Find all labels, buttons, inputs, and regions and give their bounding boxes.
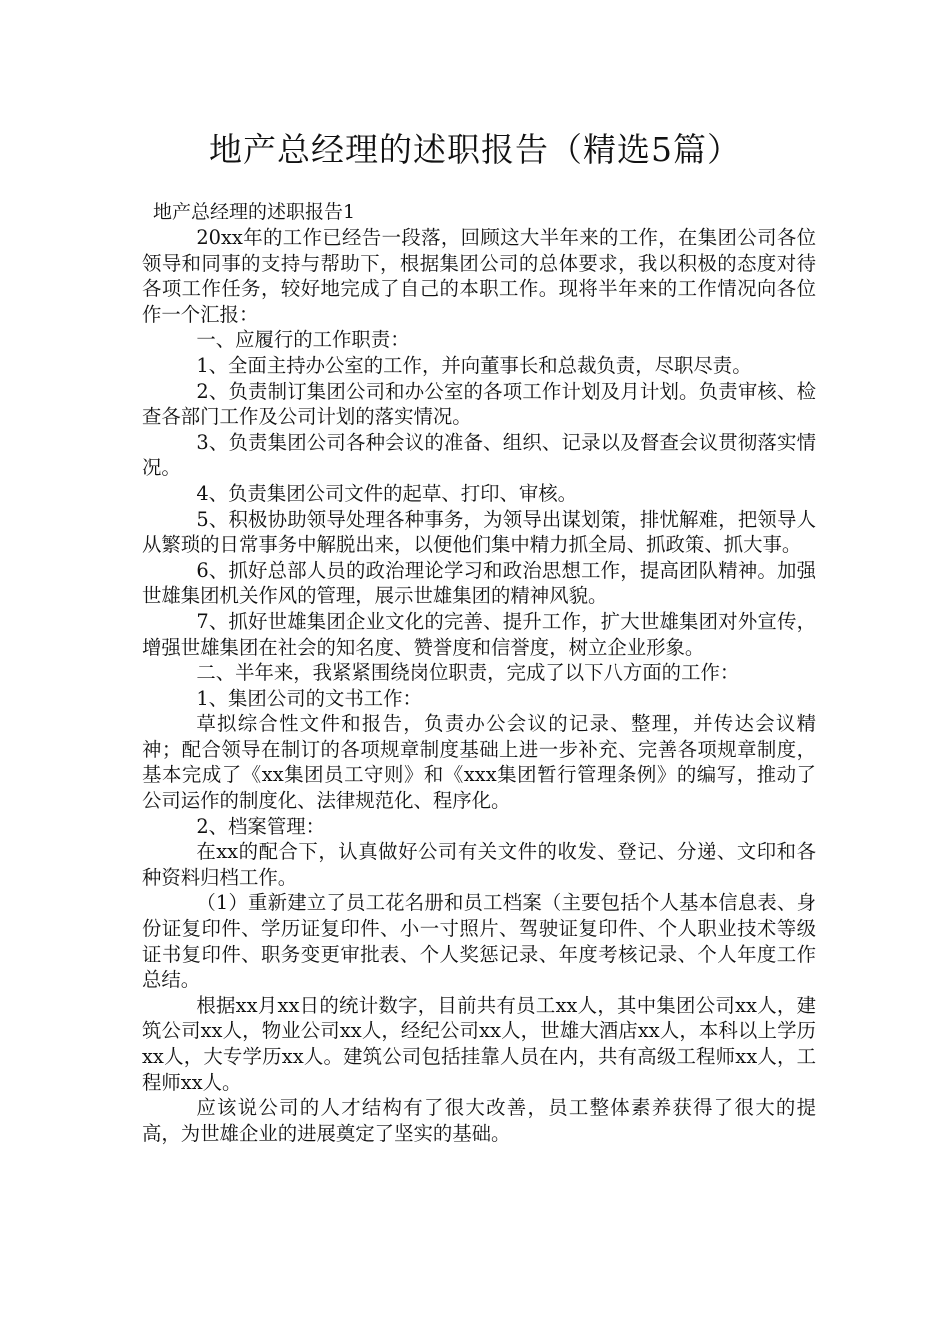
paragraph: 在xx的配合下，认真做好公司有关文件的收发、登记、分递、文印和各种资料归档工作。 (142, 840, 816, 889)
paragraph: 二、半年来，我紧紧围绕岗位职责，完成了以下八方面的工作： (196, 661, 740, 685)
paragraph: 4、负责集团公司文件的起草、打印、审核。 (196, 481, 578, 505)
paragraph: 一、应履行的工作职责： (196, 328, 410, 352)
paragraph: 草拟综合性文件和报告，负责办公会议的记录、整理，并传达会议精神；配合领导在制订的各项规章制度基础上进一步补充、完善各项规章制度，基本完成了《xx集团员工守则》和《xxx集团暂行管理条例》的编写，推动了公司运作的制度化、法律规范化、程序化。 (142, 712, 816, 813)
paragraph: 3、负责集团公司各种会议的准备、组织、记录以及督查会议贯彻落实情况。 (142, 430, 816, 480)
document-title: 地产总经理的述职报告（精选5篇） (209, 130, 741, 169)
paragraph: 根据xx月xx日的统计数字，目前共有员工xx人，其中集团公司xx人，建筑公司xx人，物业公司xx人，经纪公司xx人，世雄大酒店xx人，本科以上学历xx人，大专学历xx人。建筑公司包括挂靠人员在内，共有高级工程师xx人，工程师xx人。 (142, 993, 816, 1094)
paragraph: （1）重新建立了员工花名册和员工档案（主要包括个人基本信息表、身份证复印件、学历证复印件、小一寸照片、驾驶证复印件、个人职业技术等级证书复印件、职务变更审批表、个人奖惩记录、年度考核记录、个人年度工作总结。 (142, 891, 816, 992)
paragraph: 2、负责制订集团公司和办公室的各项工作计划及月计划。负责审核、检查各部门工作及公司计划的落实情况。 (142, 379, 816, 429)
paragraph: 6、抓好总部人员的政治理论学习和政治思想工作，提高团队精神。加强世雄集团机关作风的管理，展示世雄集团的精神风貌。 (142, 558, 816, 608)
document-body (142, 225, 816, 1146)
paragraph: 应该说公司的人才结构有了很大改善，员工整体素养获得了很大的提高，为世雄企业的进展奠定了坚实的基础。 (142, 1096, 816, 1145)
paragraph: 7、抓好世雄集团企业文化的完善、提升工作，扩大世雄集团对外宣传，增强世雄集团在社会的知名度、赞誉度和信誉度，树立企业形象。 (142, 609, 816, 659)
paragraph: 1、全面主持办公室的工作，并向董事长和总裁负责，尽职尽责。 (196, 353, 752, 377)
paragraph: 5、积极协助领导处理各种事务，为领导出谋划策，排忧解难，把领导人从繁琐的日常事务中解脱出来，以便他们集中精力抓全局、抓政策、抓大事。 (142, 507, 816, 557)
paragraph: 1、集团公司的文书工作： (196, 686, 422, 710)
paragraph: 20xx年的工作已经告一段落，回顾这大半年来的工作，在集团公司各位领导和同事的支持与帮助下，根据集团公司的总体要求，我以积极的态度对待各项工作任务，较好地完成了自己的本职工作。现将半年来的工作情况向各位作一个汇报： (142, 226, 816, 326)
paragraph: 2、档案管理： (196, 814, 325, 838)
section-heading: 地产总经理的述职报告1 (153, 201, 356, 223)
